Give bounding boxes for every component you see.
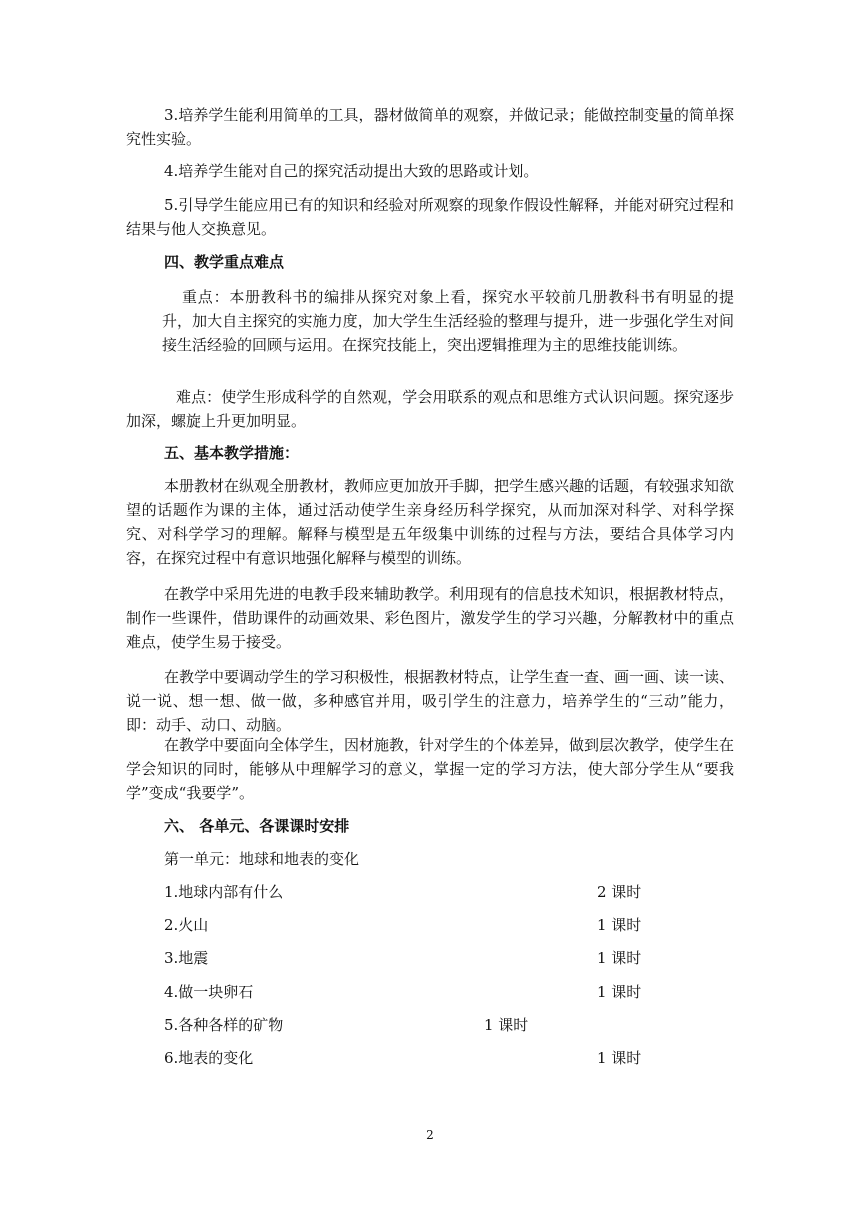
lesson-name: 1.地球内部有什么 [164, 883, 284, 901]
unit-title: 第一单元：地球和地表的变化 [164, 850, 360, 868]
lesson-name: 2.火山 [164, 916, 209, 934]
lesson-hours: 1 课时 [597, 983, 642, 1001]
page-number: 2 [426, 1128, 434, 1142]
section-heading-4: 四、教学重点难点 [164, 253, 285, 271]
paragraph-goal-3: 3.培养学生能利用简单的工具，器材做简单的观察，并做记录；能做控制变量的简单探究性实验。 [126, 106, 734, 148]
paragraph-goal-5: 5.引导学生能应用已有的知识和经验对所观察的现象作假设性解释，并能对研究过程和结果与他人交换意见。 [126, 196, 734, 238]
lesson-hours: 2 课时 [597, 883, 642, 901]
difficulties-paragraph: 难点：使学生形成科学的自然观，学会用联系的观点和思维方式认识问题。探究逐步加深，螺旋上升更加明显。 [126, 388, 734, 430]
measures-paragraph-1: 本册教材在纵观全册教材，教师应更加放开手脚，把学生感兴趣的话题，有较强求知欲望的话题作为课的主体，通过活动使学生亲身经历科学探究，从而加深对科学、对科学探究、对科学学习的理解。解释与模型是五年级集中训练的过程与方法，要结合具体学习内容，在探究过程中有意识地强化解释与模型的训练。 [126, 477, 735, 567]
lesson-hours: 1 课时 [484, 1016, 529, 1034]
section-heading-5: 五、基本教学措施： [164, 444, 300, 462]
measures-paragraph-3: 在教学中要调动学生的学习积极性，根据教材特点，让学生查一查、画一画、读一读、说一说、想一想、做一做，多种感官并用，吸引学生的注意力，培养学生的“三动”能力，即：动手、动口、动脑。 [126, 668, 735, 734]
lesson-hours: 1 课时 [597, 1049, 642, 1067]
measures-paragraph-2: 在教学中采用先进的电教手段来辅助教学。利用现有的信息技术知识，根据教材特点，制作一些课件，借助课件的动画效果、彩色图片，激发学生的学习兴趣，分解教材中的重点难点，使学生易于接受。 [126, 585, 735, 651]
lesson-name: 5.各种各样的矿物 [164, 1016, 284, 1034]
lesson-hours: 1 课时 [597, 949, 642, 967]
paragraph-goal-4: 4.培养学生能对自己的探究活动提出大致的思路或计划。 [164, 162, 539, 180]
lesson-name: 4.做一块卵石 [164, 983, 254, 1001]
key-points-paragraph: 重点：本册教科书的编排从探究对象上看，探究水平较前几册教科书有明显的提升，加大自主探究的实施力度，加大学生生活经验的整理与提升，进一步强化学生对间接生活经验的回顾与运用。在探究技能上，突出逻辑推理为主的思维技能训练。 [162, 288, 734, 354]
measures-paragraph-4: 在教学中要面向全体学生，因材施教，针对学生的个体差异，做到层次教学，使学生在学会知识的同时，能够从中理解学习的意义，掌握一定的学习方法，使大部分学生从“要我学”变成“我要学”。 [126, 736, 735, 802]
lesson-name: 3.地震 [164, 949, 209, 967]
lesson-name: 6.地表的变化 [164, 1049, 254, 1067]
lesson-hours: 1 课时 [597, 916, 642, 934]
section-heading-6: 六、 各单元、各课课时安排 [164, 817, 350, 835]
